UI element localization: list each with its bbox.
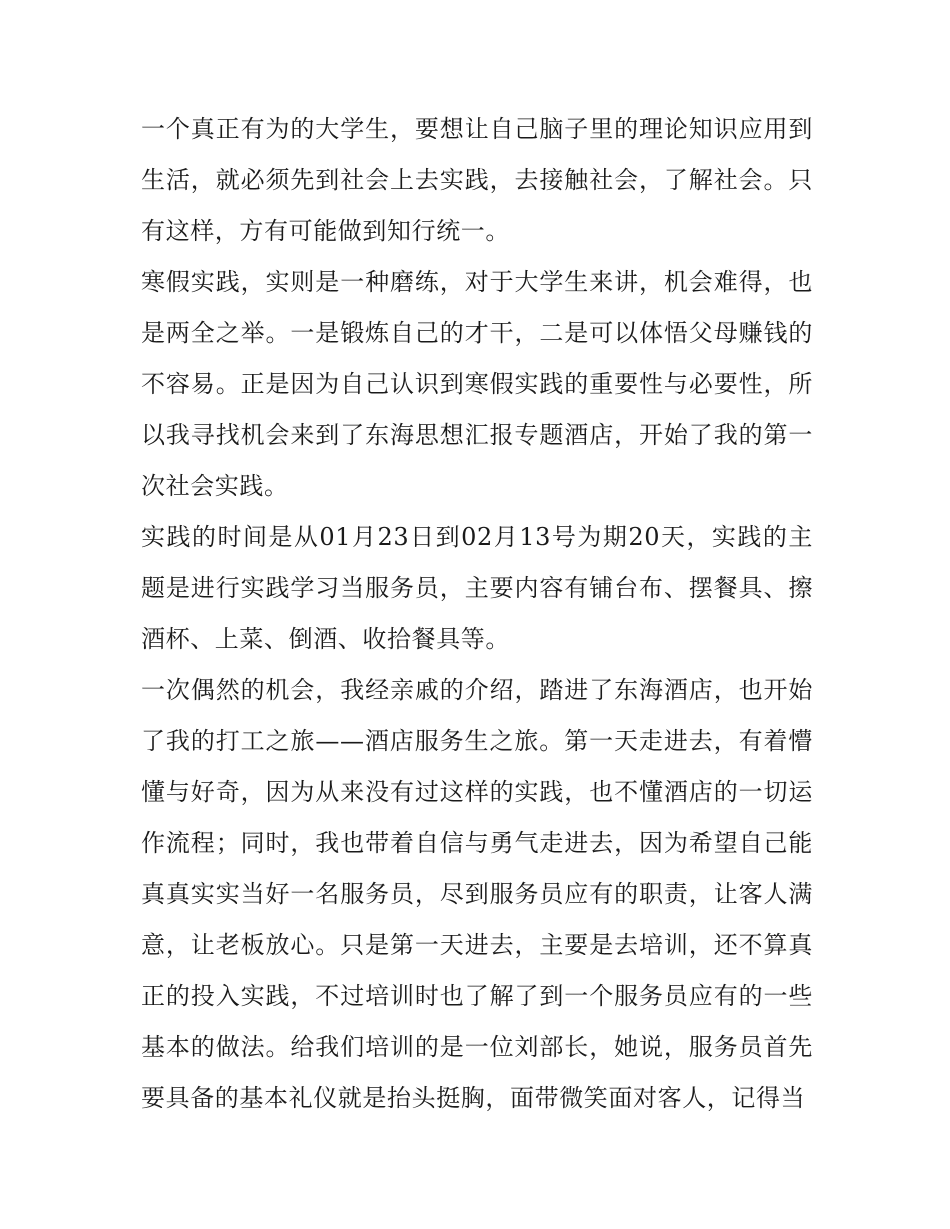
paragraph-1: 一个真正有为的大学生，要想让自己脑子里的理论知识应用到生活，就必须先到社会上去实践，去接触社会，了解社会。只有这样，方有可能做到知行统一。 <box>141 115 813 245</box>
paragraph-3: 实践的时间是从01月23日到02月13号为期20天，实践的主题是进行实践学习当服务员，主要内容有铺台布、摆餐具、擦酒杯、上菜、倒酒、收拾餐具等。 <box>141 523 813 653</box>
document-body <box>141 104 813 1124</box>
paragraph-4: 一次偶然的机会，我经亲戚的介绍，踏进了东海酒店，也开始了我的打工之旅——酒店服务生之旅。第一天走进去，有着懵懂与好奇，因为从来没有过这样的实践，也不懂酒店的一切运作流程；同时，我也带着自信与勇气走进去，因为希望自己能真真实实当好一名服务员，尽到服务员应有的职责，让客人满意，让老板放心。只是第一天进去，主要是去培训，还不算真正的投入实践，不过培训时也了解了到一个服务员应有的一些基本的做法。给我们培训的是一位刘部长，她说，服务员首先要具备的基本礼仪就是抬头挺胸，面带微笑面对客人，记得当 <box>141 676 813 1112</box>
paragraph-2: 寒假实践，实则是一种磨练，对于大学生来讲，机会难得，也是两全之举。一是锻炼自己的才干，二是可以体悟父母赚钱的不容易。正是因为自己认识到寒假实践的重要性与必要性，所以我寻找机会来到了东海思想汇报专题酒店，开始了我的第一次社会实践。 <box>141 268 813 500</box>
